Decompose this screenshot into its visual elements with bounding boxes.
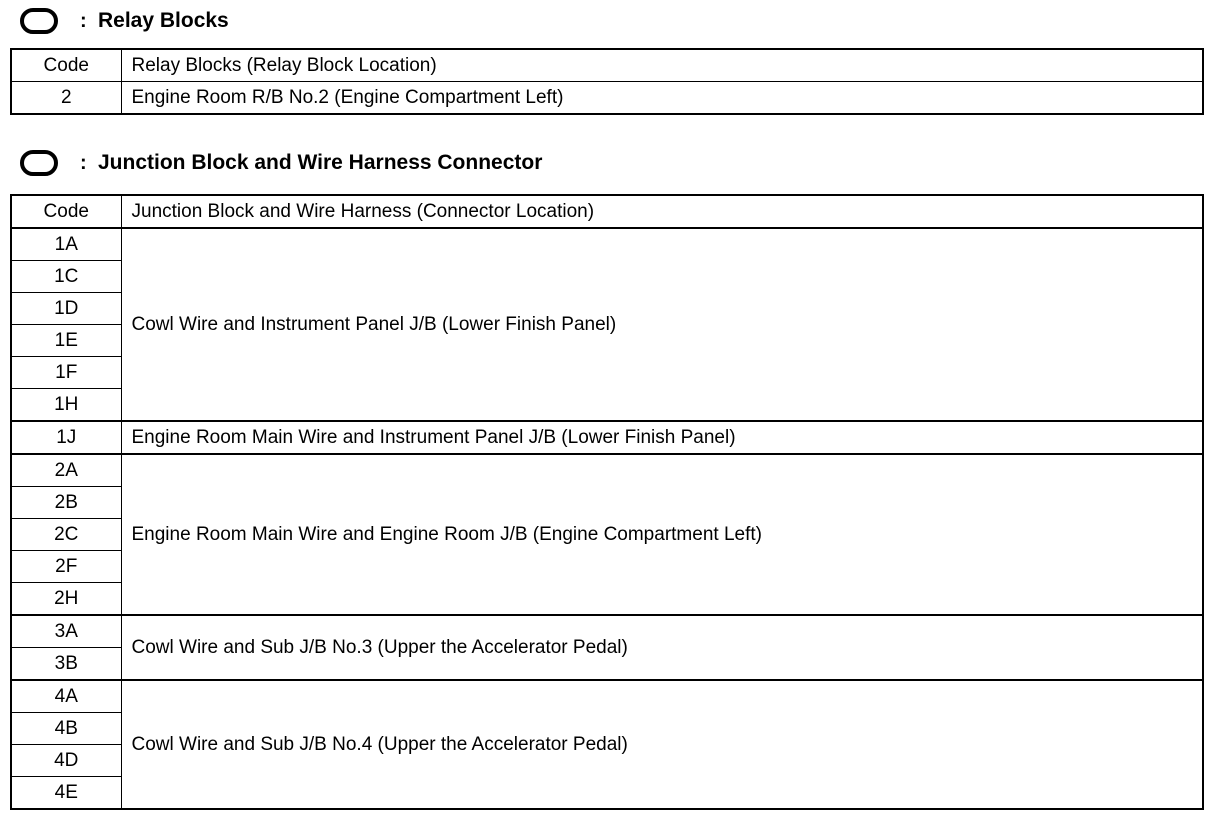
code-cell: 1D bbox=[11, 293, 121, 325]
code-cell: 1F bbox=[11, 357, 121, 389]
description-cell: Cowl Wire and Instrument Panel J/B (Lower Finish Panel) bbox=[121, 228, 1203, 421]
code-cell: 4D bbox=[11, 745, 121, 777]
description-cell: Engine Room R/B No.2 (Engine Compartment Left) bbox=[121, 82, 1203, 115]
table-row bbox=[11, 82, 1203, 115]
code-cell: 4E bbox=[11, 777, 121, 810]
code-cell: 3A bbox=[11, 615, 121, 648]
description-cell: Cowl Wire and Sub J/B No.3 (Upper the Accelerator Pedal) bbox=[121, 615, 1203, 680]
table-header-row bbox=[11, 195, 1203, 228]
code-cell: 1C bbox=[11, 261, 121, 293]
table-row bbox=[11, 615, 1203, 648]
description-header: Junction Block and Wire Harness (Connector Location) bbox=[121, 195, 1203, 228]
code-cell: 2 bbox=[11, 82, 121, 115]
table-row bbox=[11, 454, 1203, 487]
code-cell: 2F bbox=[11, 551, 121, 583]
table-row bbox=[11, 680, 1203, 713]
description-header: Relay Blocks (Relay Block Location) bbox=[121, 49, 1203, 82]
junction-block-title: Junction Block and Wire Harness Connector bbox=[98, 151, 543, 174]
junction-block-table bbox=[10, 194, 1204, 810]
code-cell: 2C bbox=[11, 519, 121, 551]
code-cell: 3B bbox=[11, 648, 121, 681]
code-cell: 1H bbox=[11, 389, 121, 422]
relay-blocks-heading bbox=[20, 6, 229, 36]
code-cell: 4B bbox=[11, 713, 121, 745]
rounded-rectangle-symbol-icon bbox=[20, 150, 58, 176]
code-cell: 2B bbox=[11, 487, 121, 519]
table-row bbox=[11, 228, 1203, 261]
code-cell: 1J bbox=[11, 421, 121, 454]
table-row bbox=[11, 421, 1203, 454]
heading-colon: : bbox=[80, 151, 87, 174]
code-header: Code bbox=[11, 49, 121, 82]
relay-blocks-title: Relay Blocks bbox=[98, 9, 229, 32]
code-cell: 2A bbox=[11, 454, 121, 487]
description-cell: Engine Room Main Wire and Instrument Panel J/B (Lower Finish Panel) bbox=[121, 421, 1203, 454]
junction-block-heading bbox=[20, 148, 542, 178]
code-cell: 1E bbox=[11, 325, 121, 357]
code-cell: 1A bbox=[11, 228, 121, 261]
heading-colon: : bbox=[80, 9, 87, 32]
code-header: Code bbox=[11, 195, 121, 228]
rounded-rectangle-symbol-icon bbox=[20, 8, 58, 34]
code-cell: 2H bbox=[11, 583, 121, 616]
relay-blocks-table bbox=[10, 48, 1204, 115]
description-cell: Engine Room Main Wire and Engine Room J/B (Engine Compartment Left) bbox=[121, 454, 1203, 615]
description-cell: Cowl Wire and Sub J/B No.4 (Upper the Accelerator Pedal) bbox=[121, 680, 1203, 809]
code-cell: 4A bbox=[11, 680, 121, 713]
table-header-row bbox=[11, 49, 1203, 82]
